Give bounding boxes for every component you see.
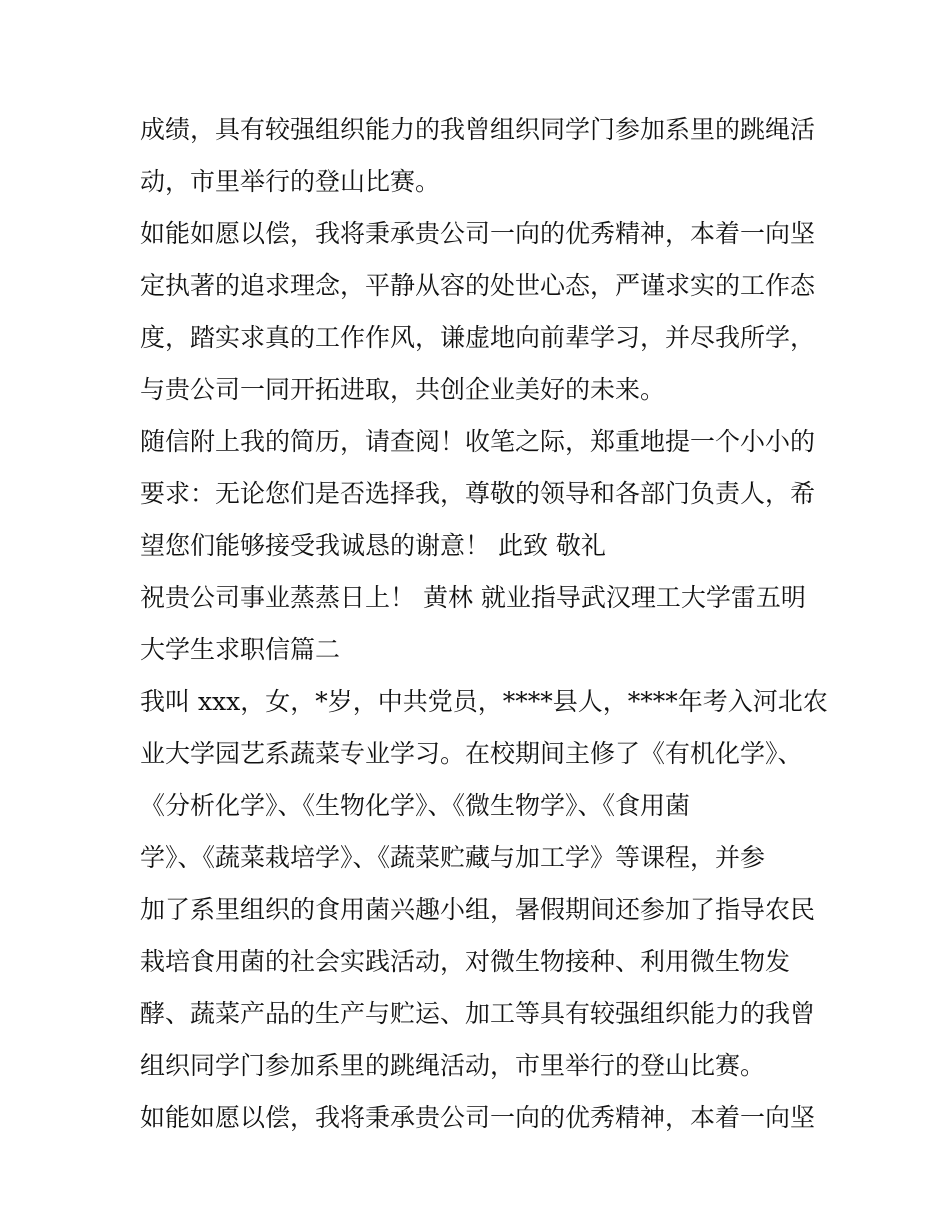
text-line: 学》、《蔬菜栽培学》、《蔬菜贮藏与加工学》等课程，并参 (140, 843, 766, 872)
text-line: 如能如愿以偿，我将秉承贵公司一向的优秀精神，本着一向坚 (140, 219, 816, 248)
text-line: 定执著的追求理念，平静从容的处世心态，严谨求实的工作态 (140, 271, 816, 300)
document-body (140, 104, 828, 1144)
text-line: 度，踏实求真的工作作风，谦虚地向前辈学习，并尽我所学， (140, 323, 816, 352)
text-line: 业大学园艺系蔬菜专业学习。在校期间主修了《有机化学》、 (140, 739, 803, 768)
text-line: 栽培食用菌的社会实践活动，对微生物接种、利用微生物发 (140, 947, 791, 976)
text-line: 《分析化学》、《生物化学》、《微生物学》、《食用菌 (140, 791, 691, 820)
section-heading: 大学生求职信篇二 (140, 635, 341, 664)
text-line: 望您们能够接受我诚恳的谢意！ 此致 敬礼 (140, 531, 606, 560)
text-line: 成绩，具有较强组织能力的我曾组织同学门参加系里的跳绳活 (140, 115, 816, 144)
text-line: 随信附上我的简历，请查阅！收笔之际，郑重地提一个小小的 (140, 427, 816, 456)
text-line: 酵、蔬菜产品的生产与贮运、加工等具有较强组织能力的我曾 (140, 999, 816, 1028)
text-line: 与贵公司一同开拓进取，共创企业美好的未来。 (140, 375, 666, 404)
text-line: 组织同学门参加系里的跳绳活动，市里举行的登山比赛。 (140, 1051, 766, 1080)
text-line: 加了系里组织的食用菌兴趣小组，暑假期间还参加了指导农民 (140, 895, 816, 924)
text-line: 动，市里举行的登山比赛。 (140, 167, 441, 196)
text-line: 如能如愿以偿，我将秉承贵公司一向的优秀精神，本着一向坚 (140, 1103, 816, 1132)
text-line: 祝贵公司事业蒸蒸日上！ 黄林 就业指导武汉理工大学雷五明 (140, 583, 806, 612)
text-line: 我叫 xxx，女，*岁，中共党员，****县人，****年考入河北农 (140, 687, 828, 716)
text-line: 要求：无论您们是否选择我，尊敬的领导和各部门负责人，希 (140, 479, 816, 508)
